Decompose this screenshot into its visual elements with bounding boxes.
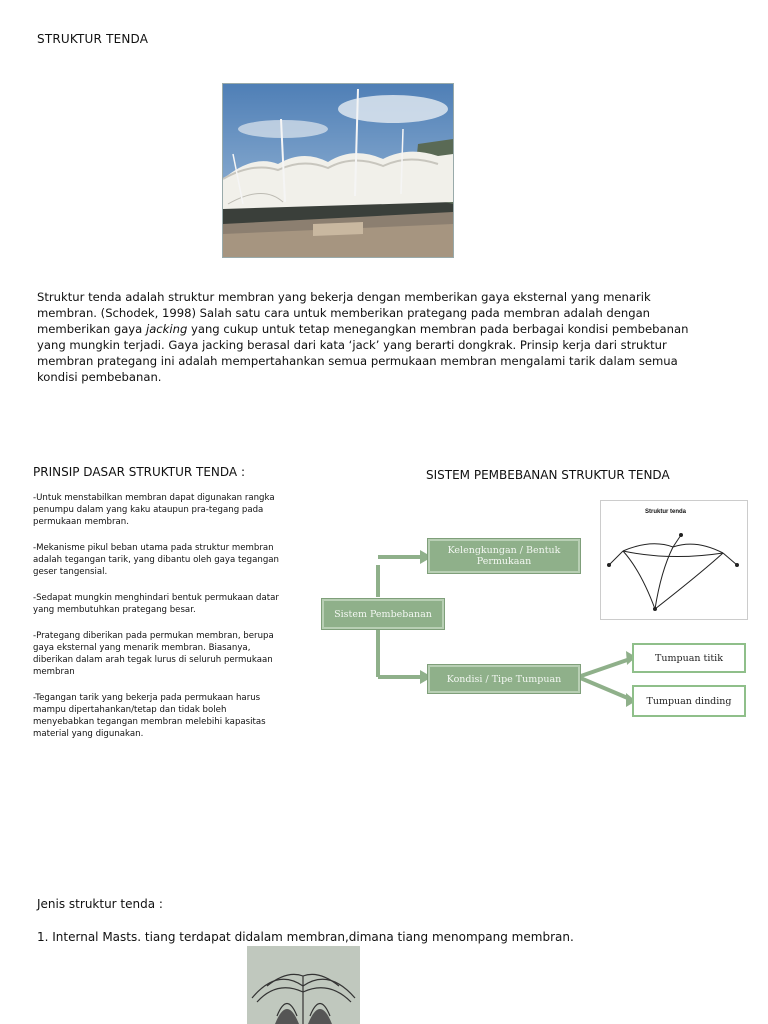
prinsip-list (33, 492, 283, 754)
sistem-heading: SISTEM PEMBEBANAN STRUKTUR TENDA (426, 468, 670, 482)
jenis-heading: Jenis struktur tenda : (37, 897, 163, 911)
node-tumpuan-dinding: Tumpuan dinding (632, 685, 746, 717)
italic-term: jacking (145, 322, 188, 336)
tent-sketch (600, 500, 748, 620)
intro-text: yang cukup untuk tetap menegangkan membran pada berbagai kondisi pembebanan (187, 322, 689, 336)
tent-sketch-drawing (601, 501, 747, 619)
intro-line: membran. (Schodek, 1998) Salah satu cara untuk memberikan prategang pada membran adalah dengan (37, 306, 651, 320)
node-kondisi-tumpuan: Kondisi / Tipe Tumpuan (428, 665, 580, 693)
prinsip-item: -Prategang diberikan pada permukan membran, berupa gaya eksternal yang menarik membran. Biasanya, diberikan dalam arah tegak lurus di seluruh permukaan membran (33, 631, 274, 677)
prinsip-item: -Mekanisme pikul beban utama pada struktur membran adalah tegangan tarik, yang dibantu oleh gaya tegangan geser tangensial. (33, 543, 279, 577)
intro-line: kondisi pembebanan. (37, 370, 162, 384)
intro-text: memberikan gaya (37, 322, 146, 336)
intro-paragraph (37, 289, 689, 385)
prinsip-item: -Sedapat mungkin menghindari bentuk permukaan datar yang membutuhkan prategang besar. (33, 593, 279, 615)
jenis-item: 1. Internal Masts. tiang terdapat didalam membran,dimana tiang menompang membran. (37, 930, 574, 944)
intro-line: Struktur tenda adalah struktur membran yang bekerja dengan memberikan gaya eksternal yang menarik (37, 290, 651, 304)
intro-line: membran prategang ini adalah mempertahankan semua permukaan membran mengalami tarik dalam semua (37, 354, 678, 368)
node-sistem-pembebanan: Sistem Pembebanan (322, 599, 444, 629)
intro-line: yang mungkin terjadi. Gaya jacking berasal dari kata ‘jack’ yang berarti dongkrak. Prinsip kerja dari struktur (37, 338, 667, 352)
node-kelengkungan: Kelengkungan / Bentuk Permukaan (428, 539, 580, 573)
sketch-label: Struktur tenda (645, 509, 687, 515)
tent-photo (222, 83, 454, 258)
internal-mast-sketch (247, 946, 360, 1024)
prinsip-heading: PRINSIP DASAR STRUKTUR TENDA : (33, 465, 245, 479)
page-title: STRUKTUR TENDA (37, 32, 149, 46)
prinsip-item: -Untuk menstabilkan membran dapat digunakan rangka penumpu dalam yang kaku ataupun pra-tegang pada permukaan membran. (33, 493, 275, 527)
node-tumpuan-titik: Tumpuan titik (632, 643, 746, 673)
load-system-diagram (320, 495, 760, 745)
prinsip-item: -Tegangan tarik yang bekerja pada permukaan harus mampu dipertahankan/tetap dan tidak boleh menyebabkan tegangan membran melebihi kapasitas material yang digunakan. (33, 693, 266, 739)
intro-line (37, 321, 689, 337)
